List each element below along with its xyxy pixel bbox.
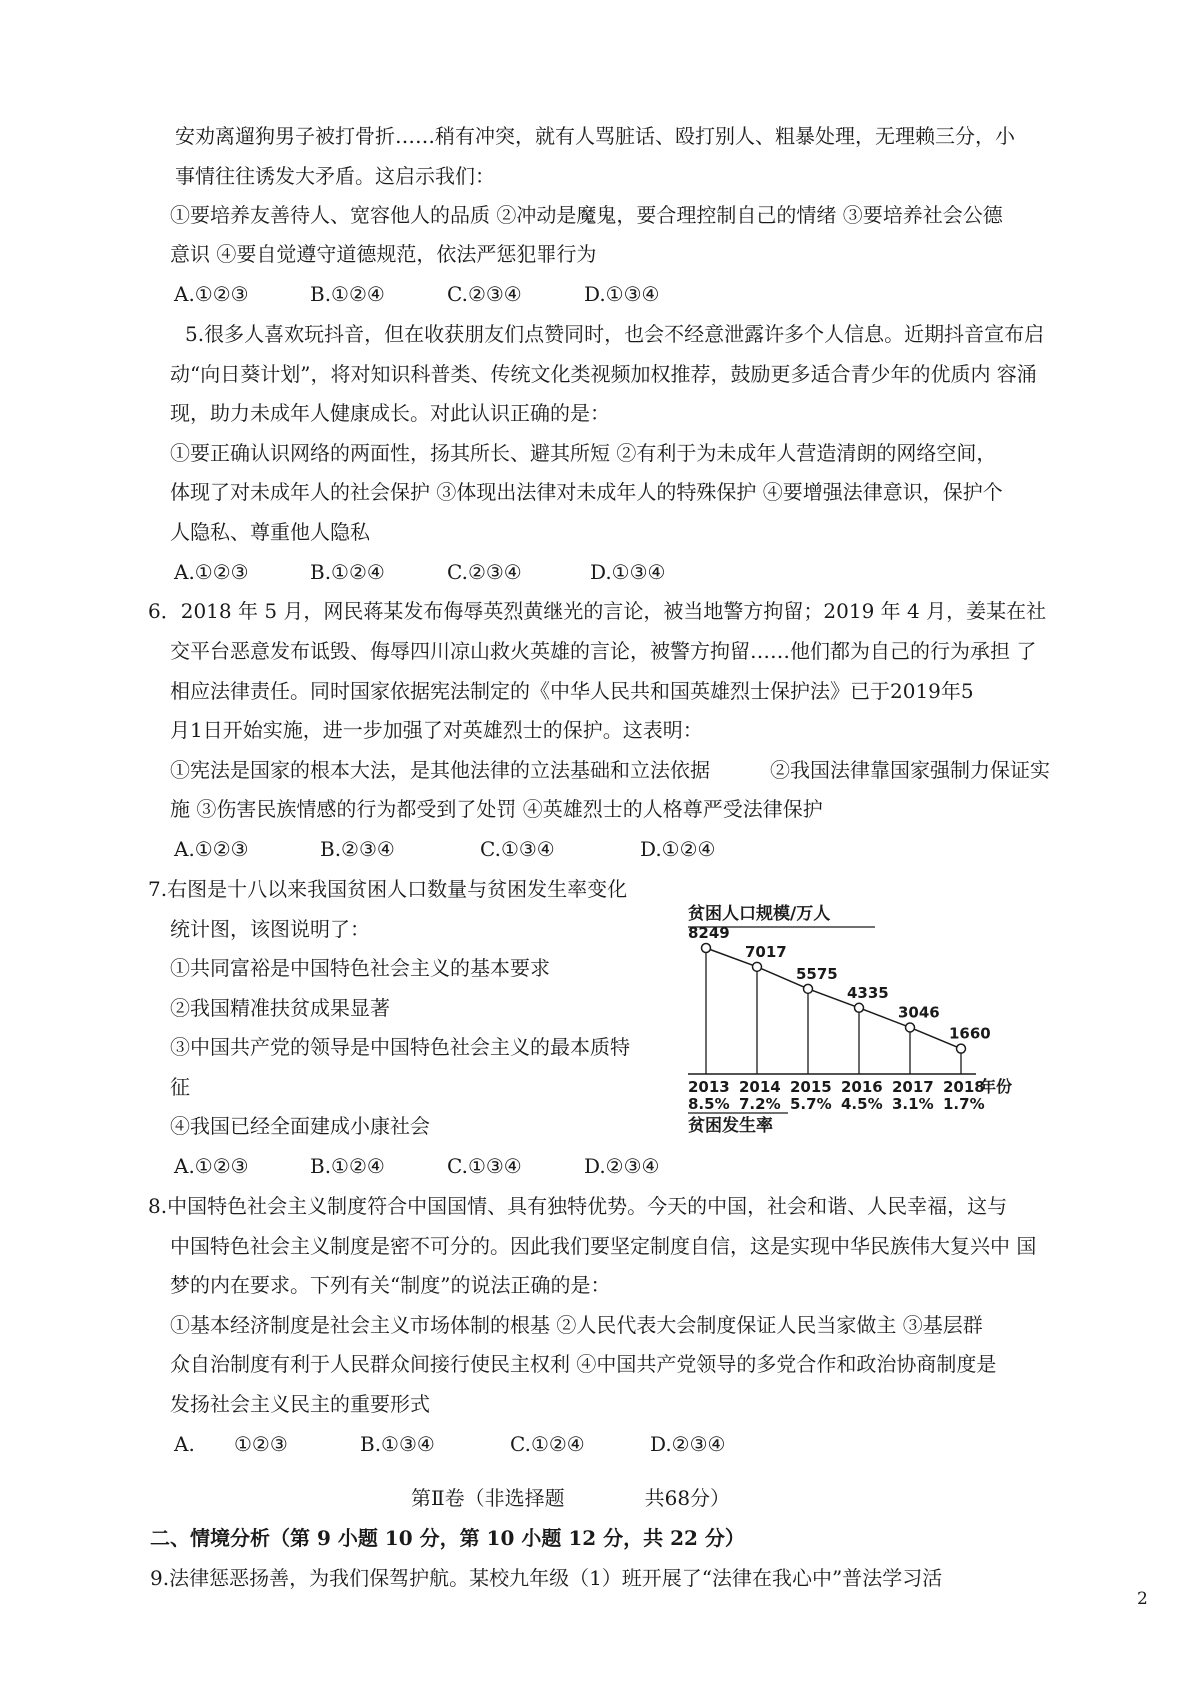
chart-rate-value-2017: 3.1% bbox=[892, 1095, 934, 1113]
q5-line-3: 现，助力未成年人健康成长。对此认识正确的是： bbox=[170, 401, 610, 425]
chart-rate-value-2018: 1.7% bbox=[943, 1095, 985, 1113]
q6-line-1: 6．2018 年 5 月，网民蒋某发布侮辱英烈黄继光的言论，被当地警方拘留；2019 年 4 月，姜某在社 bbox=[148, 599, 1047, 623]
q7-line-2: 统计图，该图说明了： bbox=[170, 917, 370, 941]
q8-option-d: D.②③④ bbox=[650, 1432, 726, 1456]
q8-option-c: C.①②④ bbox=[510, 1432, 585, 1456]
q7-line-5: ③中国共产党的领导是中国特色社会主义的最本质特 bbox=[170, 1035, 630, 1059]
q5-line-4: ①要正确认识网络的两面性，扬其所长、避其所短 ②有利于为未成年人营造清朗的网络空间， bbox=[170, 441, 997, 465]
q8-line-3: 梦的内在要求。下列有关“制度”的说法正确的是： bbox=[170, 1273, 611, 1297]
q5-line-2: 动“向日葵计划”，将对知识科普类、传统文化类视频加权推荐，鼓励更多适合青少年的优质内 容涌 bbox=[170, 362, 1037, 386]
chart-year-label-2016: 2016 bbox=[841, 1078, 883, 1096]
chart-year-label-2013: 2013 bbox=[688, 1078, 730, 1096]
q6-options bbox=[174, 835, 874, 863]
q5-option-a: A.①②③ bbox=[174, 560, 249, 584]
q6-option-a: A.①②③ bbox=[174, 837, 249, 861]
q6-line-2: 交平台恶意发布诋毁、侮辱四川凉山救火英雄的言论，被警方拘留……他们都为自己的行为承担 了 bbox=[170, 639, 1037, 663]
chart-rate-value-2015: 5.7% bbox=[790, 1095, 832, 1113]
q5-line-6: 人隐私、尊重他人隐私 bbox=[170, 520, 370, 544]
chart-value-label-2013: 8249 bbox=[688, 924, 730, 942]
q4-line-4: 意识 ④要自觉遵守道德规范，依法严惩犯罪行为 bbox=[170, 242, 597, 266]
q9-line-1: 9.法律惩恶扬善，为我们保驾护航。某校九年级（1）班开展了“法律在我心中”普法学习活 bbox=[150, 1566, 943, 1590]
q7-line-7: ④我国已经全面建成小康社会 bbox=[170, 1114, 430, 1138]
chart-point-2017 bbox=[906, 1023, 915, 1032]
chart-point-2014 bbox=[753, 962, 762, 971]
q8-line-6: 发扬社会主义民主的重要形式 bbox=[170, 1392, 430, 1416]
chart-title: 贫困人口规模/万人 bbox=[688, 904, 831, 924]
page-number: 2 bbox=[1137, 1589, 1148, 1609]
q4-option-c: C.②③④ bbox=[447, 282, 522, 306]
q8-line-2: 中国特色社会主义制度是密不可分的。因此我们要坚定制度自信，这是实现中华民族伟大复兴中 国 bbox=[170, 1234, 1037, 1258]
q4-option-b: B.①②④ bbox=[310, 282, 385, 306]
q4-option-d: D.①③④ bbox=[584, 282, 660, 306]
q5-option-d: D.①③④ bbox=[590, 560, 666, 584]
q7-line-4: ②我国精准扶贫成果显著 bbox=[170, 996, 390, 1020]
q7-line-1: 7.右图是十八以来我国贫困人口数量与贫困发生率变化 bbox=[148, 877, 628, 901]
q4-line-2: 事情往往诱发大矛盾。这启示我们： bbox=[175, 164, 495, 188]
q4-option-a: A.①②③ bbox=[174, 282, 249, 306]
chart-series-line bbox=[706, 948, 961, 1049]
q5-line-1: 5.很多人喜欢玩抖音，但在收获朋友们点赞同时，也会不经意泄露许多个人信息。近期抖音宣布启 bbox=[185, 322, 1045, 346]
q8-option-a: A. bbox=[174, 1432, 195, 1456]
q5-option-c: C.②③④ bbox=[447, 560, 522, 584]
q7-line-3: ①共同富裕是中国特色社会主义的基本要求 bbox=[170, 956, 550, 980]
q4-line-1: 安劝离遛狗男子被打骨折……稍有冲突，就有人骂脏话、殴打别人、粗暴处理，无理赖三分，小 bbox=[175, 124, 1015, 148]
chart-rate-value-2013: 8.5% bbox=[688, 1095, 730, 1113]
q6-option-d: D.①②④ bbox=[640, 837, 716, 861]
q7-line-6: 征 bbox=[170, 1075, 190, 1099]
q8-line-1: 8.中国特色社会主义制度符合中国国情、具有独特优势。今天的中国，社会和谐、人民幸福，这与 bbox=[148, 1194, 1008, 1218]
q6-line-6: 施 ③伤害民族情感的行为都受到了处罚 ④英雄烈士的人格尊严受法律保护 bbox=[170, 797, 823, 821]
poverty-chart bbox=[680, 895, 1020, 1135]
chart-value-label-2018: 1660 bbox=[949, 1024, 991, 1043]
chart-year-label-2018: 2018 bbox=[943, 1078, 985, 1096]
q8-options bbox=[174, 1430, 874, 1458]
q7-option-b: B.①②④ bbox=[310, 1154, 385, 1178]
q8-line-4: ①基本经济制度是社会主义市场体制的根基 ②人民代表大会制度保证人民当家做主 ③基层群 bbox=[170, 1313, 983, 1337]
chart-value-label-2014: 7017 bbox=[745, 942, 787, 961]
q7-option-d: D.②③④ bbox=[584, 1154, 660, 1178]
q4-line-3: ①要培养友善待人、宽容他人的品质 ②冲动是魔鬼，要合理控制自己的情绪 ③要培养社会公德 bbox=[170, 203, 1003, 227]
q7-option-a: A.①②③ bbox=[174, 1154, 249, 1178]
chart-point-2013 bbox=[702, 944, 711, 953]
chart-rate-labels bbox=[688, 1095, 985, 1113]
q6-line-3: 相应法律责任。同时国家依据宪法制定的《中华人民共和国英雄烈士保护法》已于2019年5 bbox=[170, 679, 974, 703]
chart-value-labels bbox=[688, 924, 991, 1043]
chart-value-label-2017: 3046 bbox=[898, 1003, 940, 1022]
q7-options bbox=[174, 1152, 774, 1180]
chart-rate-label: 贫困发生率 bbox=[688, 1116, 773, 1135]
q5-line-5: 体现了对未成年人的社会保护 ③体现出法律对未成年人的特殊保护 ④要增强法律意识，保护个 bbox=[170, 480, 1003, 504]
chart-value-label-2016: 4335 bbox=[847, 983, 889, 1002]
q8-option-b: B.①③④ bbox=[360, 1432, 435, 1456]
q6-line-4: 月1日开始实施，进一步加强了对英雄烈士的保护。这表明： bbox=[170, 718, 703, 742]
q6-line-5: ①宪法是国家的根本大法，是其他法律的立法基础和立法依据 ②我国法律靠国家强制力保证实 bbox=[170, 758, 1050, 782]
chart-rate-value-2014: 7.2% bbox=[739, 1095, 781, 1113]
q4-options bbox=[174, 280, 774, 308]
q6-option-c: C.①③④ bbox=[480, 837, 555, 861]
chart-point-2015 bbox=[804, 984, 813, 993]
chart-year-label-2017: 2017 bbox=[892, 1078, 934, 1096]
q5-options bbox=[174, 558, 774, 586]
q8-option-a-text: ①②③ bbox=[234, 1432, 288, 1456]
chart-point-2016 bbox=[855, 1003, 864, 1012]
section-heading: 二、情境分析（第 9 小题 10 分，第 10 小题 12 分，共 22 分） bbox=[150, 1526, 745, 1550]
part2-title: 第Ⅱ卷（非选择题 共68分） bbox=[411, 1486, 731, 1510]
q5-option-b: B.①②④ bbox=[310, 560, 385, 584]
q6-option-b: B.②③④ bbox=[320, 837, 395, 861]
chart-rate-value-2016: 4.5% bbox=[841, 1095, 883, 1113]
chart-year-labels bbox=[688, 1078, 985, 1096]
chart-value-label-2015: 5575 bbox=[796, 964, 838, 983]
chart-year-label-2014: 2014 bbox=[739, 1078, 781, 1096]
q7-option-c: C.①③④ bbox=[447, 1154, 522, 1178]
chart-year-label-2015: 2015 bbox=[790, 1078, 832, 1096]
chart-x-axis-label: 年份 bbox=[980, 1077, 1013, 1096]
q8-line-5: 众自治制度有利于人民群众间接行使民主权利 ④中国共产党领导的多党合作和政治协商制度是 bbox=[170, 1352, 997, 1376]
chart-point-2018 bbox=[957, 1044, 966, 1053]
